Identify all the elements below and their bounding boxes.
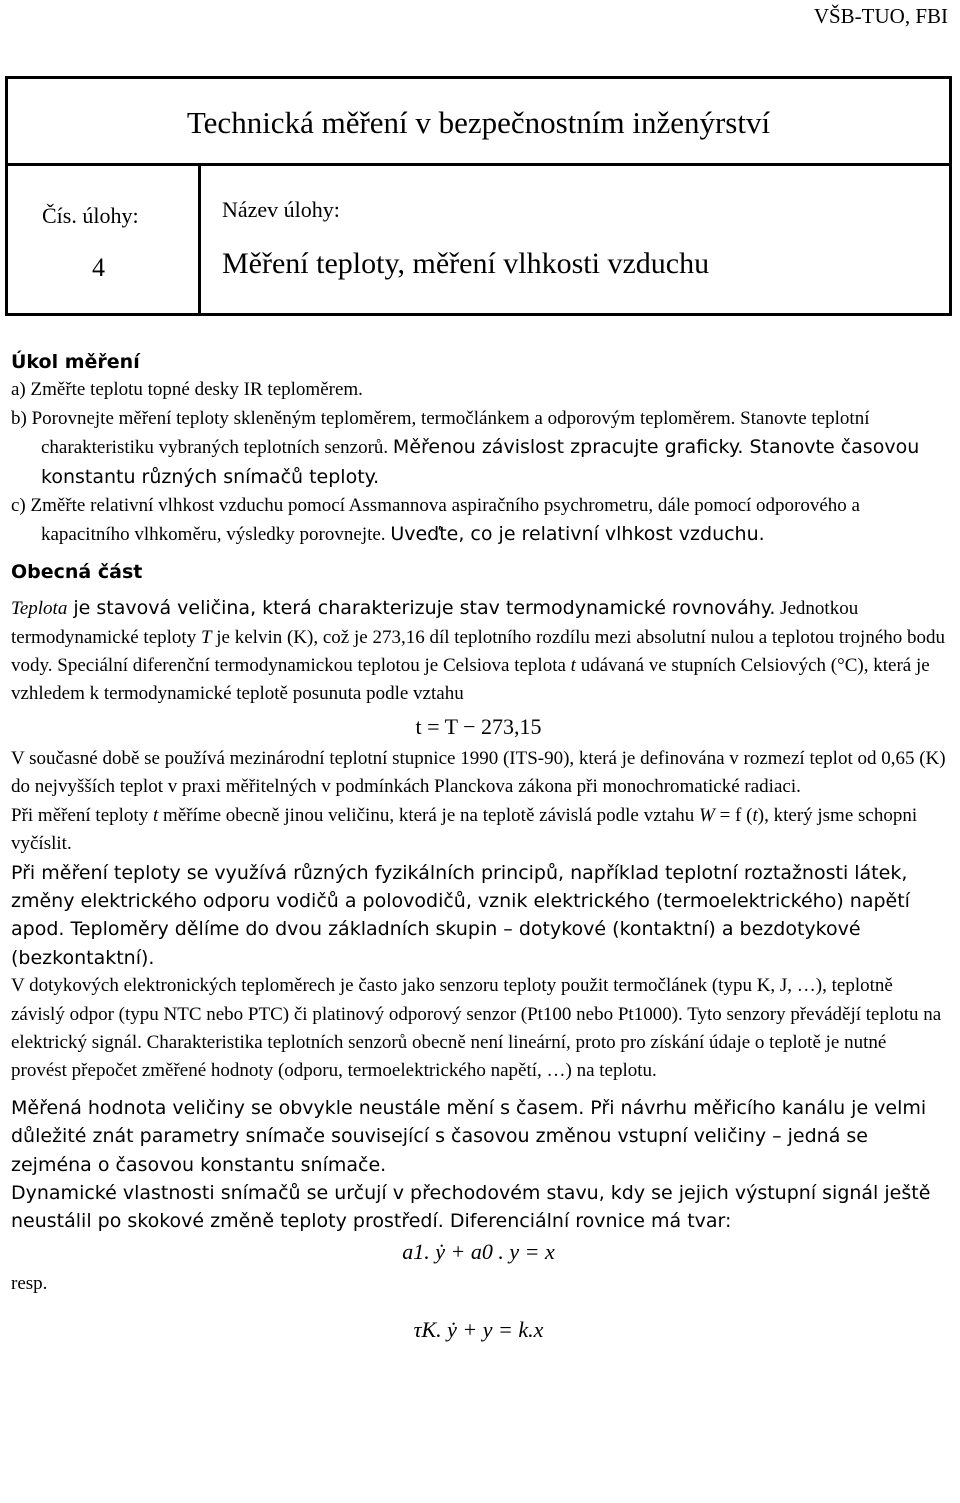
p3-text-d: ), který jsme schopni vyčíslit. [11,804,918,855]
p3-text-b: měříme obecně jinou veličinu, která je na teplotě závislá podle vztahu [158,804,700,826]
p1-text-d: Speciální diferenční termodynamickou teplotou je Celsiova teplota [52,655,571,677]
p5-text-a: V dotykových elektronických teploměrech je často jako senzoru teploty použit termočlánek (typu K, J, …), teplotně závislý odpor (typu NTC nebo PTC) či platinový odporový senzor (Pt100 nebo Pt1000). [11,975,893,1025]
p3-text-c: = f ( [714,804,753,826]
paragraph-temperature [11,594,946,709]
paragraph-its90: V současné době se používá mezinárodní teplotní stupnice 1990 (ITS-90), která je definována v rozmezí teplot od 0,65 (K) do nejvyšších teplot v praxi měřitelných v podmínkách Planckova zákona při monochromatické radiaci. [11,747,946,798]
paragraph-dynamics: Měřená hodnota veličiny se obvykle neustále mění s časem. Při návrhu měřicího kanálu je velmi důležité znát parametry snímače související s časovou změnou vstupní veličiny – jedná se zejména o časovou konstantu snímače. [11,1096,927,1176]
symbol-t2: t [152,804,159,826]
task-item-b-text: b) Porovnejte měření teploty skleněným teploměrem, termočlánkem a odporovým teploměrem. Stanovte teplotní charakteristiku vybraných teplotních senzorů. [11,407,870,459]
p5-text-c: Charakteristika teplotních senzorů obecně není lineární, proto pro získání údaje o teplotě je nutné provést přepočet změřené hodnoty (odporu, termoelektrického napětí, …) na teplotu. [11,1031,887,1082]
task-item-a [11,376,946,404]
paragraph-sensors [11,972,946,1086]
p5-text-b: Tyto senzory převádějí teplotu na elektrický signál. [11,1003,942,1053]
p1-text-e: udávaná ve stupních Celsiových (°C), která je vzhledem k termodynamické teplotě posunuta podle vztahu [11,655,930,705]
task-name: Měření teploty, měření vlhkosti vzduchu [222,247,710,280]
resp-label: resp. [11,1272,48,1294]
institution-label: VŠB-TUO, FBI [813,4,948,28]
p4-text-a: Při měření teploty se využívá různých fyzikálních principů, například teplotní roztažnosti látek, změny elektrického odporu vodičů a polovodičů, vznik elektrického (termoelektrického) napětí apod. [11,861,910,941]
symbol-t3: t [752,804,758,826]
symbol-T: T [200,626,212,648]
term-temperature: Teplota [11,598,68,620]
task-item-b-text2: Měřenou závislost zpracujte graficky. Stanovte časovou konstantu různých snímačů teploty. [41,436,920,488]
equation-differential: a1. ẏ + a0 . y = x [402,1238,555,1264]
course-title: Technická měření v bezpečnostním inženýrství [186,105,771,140]
p1-text-a: je stavová veličina, která charakterizuje stav termodynamické rovnováhy. [67,597,776,620]
p3-text-a: Při měření teploty [11,804,153,826]
task-item-b [11,405,946,492]
task-name-label: Název úlohy: [222,197,340,222]
p4-text-b: Teploměry dělíme do dvou základních skupin – dotykové (kontaktní) a bezdotykové (bezkontaktní). [11,918,861,969]
task-item-c [11,492,946,550]
task-number: 4 [92,253,105,282]
task-item-c-text: c) Změřte relativní vlhkost vzduchu pomocí Assmannova aspiračního psychrometru, dále pomocí odporového a kapacitního vlhkoměru, výsledky porovnejte. [11,495,860,546]
paragraph-measurement [11,802,946,859]
column-divider [198,163,201,313]
section-heading-general: Obecná část [11,560,143,583]
symbol-W: W [699,804,715,826]
paragraph-principles [11,859,946,973]
symbol-t: t [570,655,576,677]
paragraph-differential: Dynamické vlastnosti snímačů se určují v přechodovém stavu, kdy se jejich výstupní signál ještě neustálil po skokové změně teploty prostředí. Diferenciální rovnice má tvar: [11,1181,931,1233]
equation-time-constant: τK. ẏ + y = k.x [413,1317,544,1343]
title-box [5,76,952,316]
task-number-label: Čís. úlohy: [42,203,139,228]
p1-text-c: je kelvin (K), což je 273,16 díl teplotního rozdílu mezi absolutní nulou a teplotou trojného bodu vody. [11,626,945,677]
title-divider [8,163,949,166]
task-item-a-text: a) Změřte teplotu topné desky IR teploměrem. [11,379,363,401]
section-heading-task: Úkol měření [11,351,140,373]
equation-celsius: t = T − 273,15 [415,713,542,739]
task-item-c-text2: Uveďte, co je relativní vlhkost vzduchu. [390,523,765,546]
document-body [11,348,946,1345]
p1-text-b: Jednotkou termodynamické teploty [11,598,859,648]
